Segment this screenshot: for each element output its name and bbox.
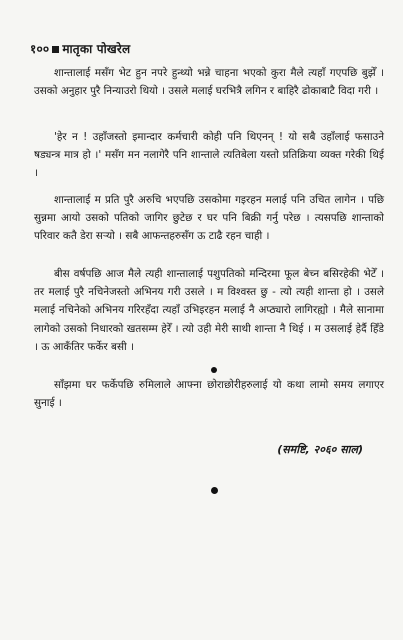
page-number: १०० (30, 42, 50, 56)
end-dot (211, 487, 218, 494)
paragraph-text: शान्तालाई मसँग भेट हुन नपरे हुन्थ्यो भन्ने चाहना भएको कुरा मैले त्यहाँ गएपछि बुझेँ । उसको अनुहार पुरै निन्याउरो थियो । उसले मलाई घरभित्रै लगिन र बाहिरै ढोकाबाटै विदा गरी । (34, 67, 384, 98)
paragraph-5 (34, 376, 384, 412)
paragraph-1 (34, 64, 384, 100)
paragraph-text: शान्तालाई म प्रति पुरै अरुचि भएपछि उसकोमा गइरहन मलाई पनि उचित लागेन । पछि सुन्नमा आयो उसको पतिको जागिर छुटेछ र घर पनि बिक्री गर्नु परेछ । त्यसपछि शान्ताको परिवार कतै डेरा सर्‍यो । सबै आफन्तहरुसँग ऊ टाढै रहन चाही । (34, 194, 384, 243)
paragraph-text: 'हेर न ! उहाँजस्तो इमान्दार कर्मचारी कोही पनि थिएनन् ! यो सबै उहाँलाई फसाउने षड्यन्त्र मात्र हो ।' मसँग मन नलागेरै पनि शान्ताले त्यतिबेला यस्तो प्रतिक्रिया व्यक्त गरेकी थिई । (34, 131, 384, 180)
section-divider-dot (211, 367, 217, 373)
paragraph-text: बीस वर्षपछि आज मैले त्यही शान्तालाई पशुपतिको मन्दिरमा फूल बेच्न बसिरहेकी भेटेँ । तर मलाई पुरै नचिनेजस्तो अभिनय गरी उसले । म विश्वस्त छु - त्यो त्यही शान्ता हो । उसले मलाई नचिनेको अभिनय गरिरहँदा त्यहाँ उभिइरहन मलाई नै अप्ठ्यारो लागिरह्यो । मैले सानामा लागेको उसको निधारको खतसम्म हेरेँ । त्यो उही मेरी साथी शान्ता नै थिई । म उसलाई हेर्दै हिँडे । ऊ आकँतिर फर्केर बसी । (34, 268, 384, 353)
paragraph-text: साँझमा घर फर्केपछि रुमिलाले आफ्ना छोराछोरीहरुलाई यो कथा लामो समय लगाएर सुनाई । (34, 379, 384, 410)
closing-attribution: (समष्टि, २०६० साल) (277, 443, 363, 456)
paragraph-2 (34, 128, 384, 183)
paragraph-4 (34, 265, 384, 356)
header-square-mark (52, 46, 59, 53)
page-header (30, 40, 130, 57)
paragraph-3 (34, 191, 384, 246)
header-author: मातृका पोखरेल (62, 42, 131, 56)
